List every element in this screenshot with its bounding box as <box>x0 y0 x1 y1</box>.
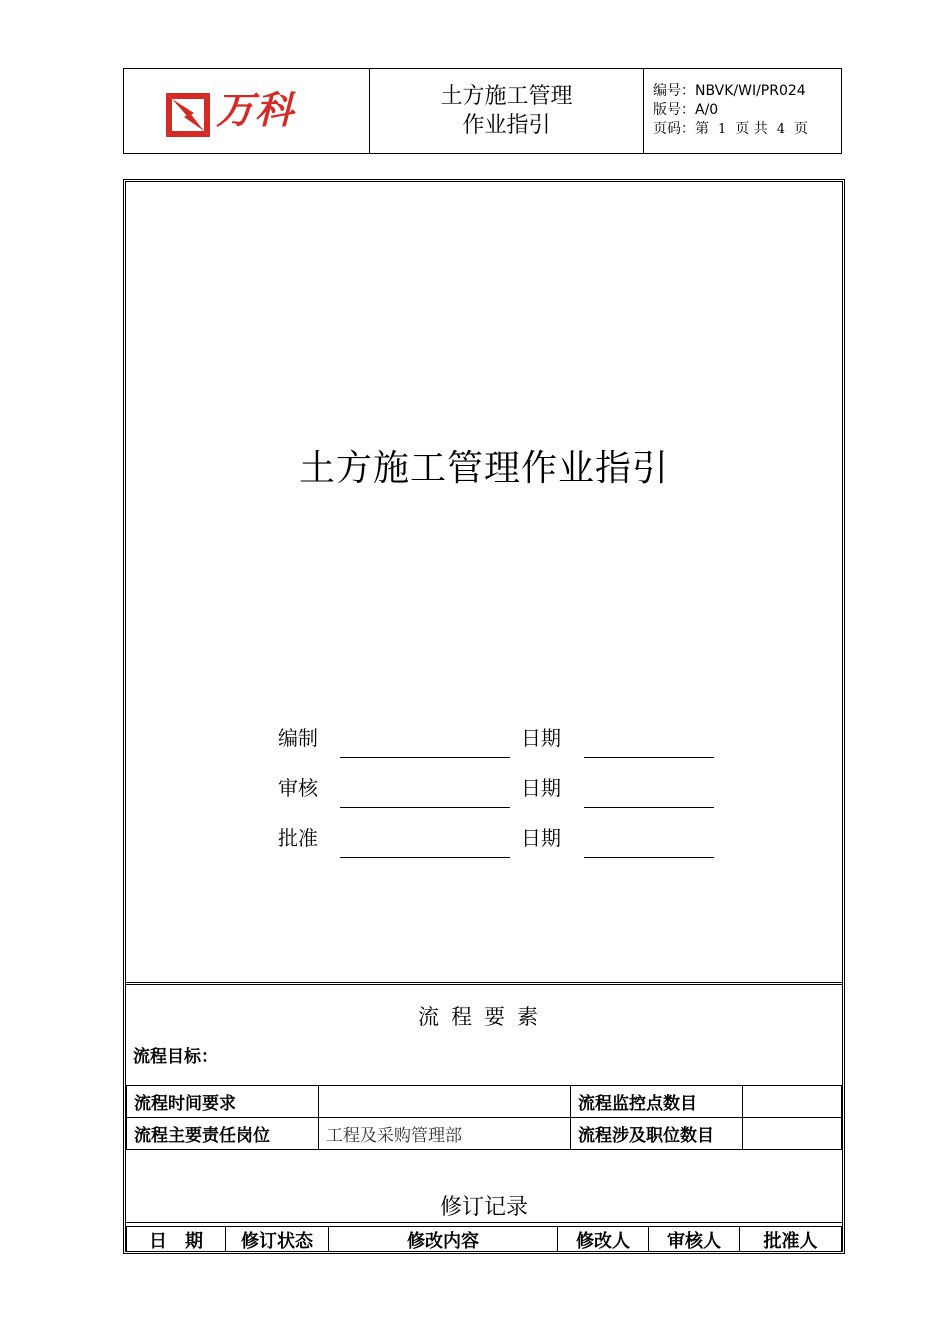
date-label: 日期 <box>521 826 561 850</box>
header-title <box>370 69 644 153</box>
flow-goal-label: 流程目标： <box>133 1047 218 1067</box>
date-line[interactable] <box>584 807 714 808</box>
col-reviewer: 审核人 <box>649 1227 740 1254</box>
logo-cell <box>124 69 370 153</box>
date-line[interactable] <box>584 757 714 758</box>
monitor-label: 流程监控点数目 <box>571 1086 743 1118</box>
signature-line[interactable] <box>340 807 510 808</box>
table-row <box>127 1086 842 1118</box>
date-label: 日期 <box>521 726 561 750</box>
header-title-line2: 作业指引 <box>462 113 551 138</box>
col-status: 修订状态 <box>226 1227 329 1254</box>
positions-value[interactable] <box>743 1118 842 1150</box>
col-date: 日 期 <box>127 1227 226 1254</box>
section-divider <box>126 982 842 985</box>
signature-line[interactable] <box>340 857 510 858</box>
document-frame <box>123 179 845 1254</box>
document-title: 土方施工管理作业指引 <box>298 448 669 489</box>
col-modifier: 修改人 <box>558 1227 649 1254</box>
signature-line[interactable] <box>340 757 510 758</box>
revision-top-line <box>126 1222 842 1223</box>
time-req-value[interactable] <box>319 1086 571 1118</box>
positions-label: 流程涉及职位数目 <box>571 1118 743 1150</box>
col-approver: 批准人 <box>740 1227 842 1254</box>
time-req-label: 流程时间要求 <box>127 1086 319 1118</box>
header-title-line1: 土方施工管理 <box>440 84 573 109</box>
flow-elements-title: 流程要素 <box>418 1005 550 1029</box>
flow-elements-table <box>126 1085 842 1150</box>
vanke-logo-icon <box>164 91 214 141</box>
revision-title: 修订记录 <box>439 1195 528 1220</box>
signature-label: 编制 <box>278 726 318 750</box>
doc-page: 页码：第 1 页 共 4 页 <box>653 121 809 137</box>
table-row <box>127 1118 842 1150</box>
doc-version: 版号：A/0 <box>653 102 719 118</box>
col-content: 修改内容 <box>329 1227 558 1254</box>
doc-code: 编号：NBVK/WI/PR024 <box>653 83 806 99</box>
signature-label: 审核 <box>278 776 318 800</box>
document-header <box>123 68 842 154</box>
resp-value[interactable]: 工程及采购管理部 <box>319 1118 571 1150</box>
resp-label: 流程主要责任岗位 <box>127 1118 319 1150</box>
table-header-row <box>127 1227 842 1254</box>
date-label: 日期 <box>521 776 561 800</box>
monitor-value[interactable] <box>743 1086 842 1118</box>
logo-text: 万科 <box>216 88 295 132</box>
date-line[interactable] <box>584 857 714 858</box>
revision-table <box>126 1226 842 1254</box>
signature-label: 批准 <box>278 826 318 850</box>
header-meta <box>644 69 841 153</box>
